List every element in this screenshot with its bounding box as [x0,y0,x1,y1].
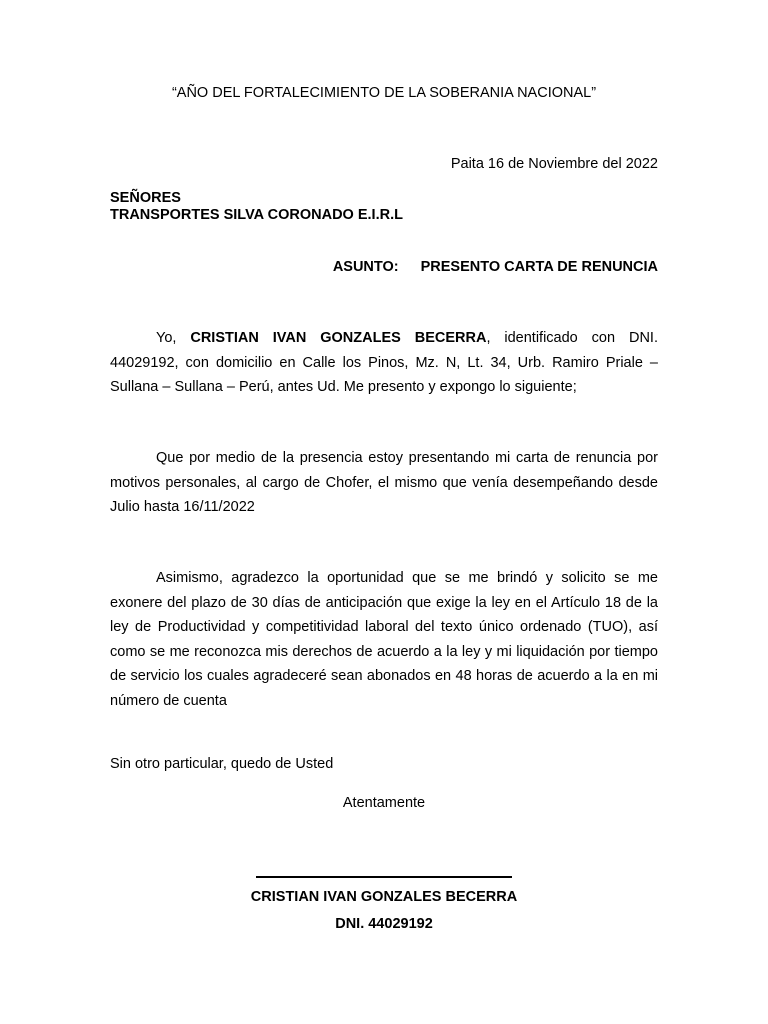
addressee-line-1: SEÑORES [110,190,181,206]
p2-text: Que por medio de la presencia estoy presentando mi carta de renuncia por motivos personales, al cargo de Chofer, el mismo que venía desempeñando desde Julio hasta 16/11/2022 [110,450,658,515]
p3-text: Asimismo, agradezco la oportunidad que se me brindó y solicito se me exonere del plazo de 30 días de anticipación que exige la ley en el Artículo 18 de la ley de Productividad y competitividad laboral del texto único ordenado (TUO), así como se me reconozca mis derechos de acuerdo a la ley y mi liquidación por tiempo de servicio los cuales agradeceré sean abonados en 48 horas de acuerdo a la en mi número de cuenta [110,570,658,709]
body-paragraph-3 [110,566,658,713]
p1-prefix: Yo, [156,330,191,346]
place-date: Paita 16 de Noviembre del 2022 [450,156,658,172]
subject-line [110,259,658,275]
addressee-line-2: TRANSPORTES SILVA CORONADO E.I.R.L [110,207,403,223]
regards: Atentamente [342,795,426,811]
signer-name: CRISTIAN IVAN GONZALES BECERRA [250,889,518,905]
signer-dni: DNI. 44029192 [335,916,433,932]
body-paragraph-1 [110,326,658,400]
subject-label: ASUNTO: [332,259,399,275]
signature-line [256,876,512,878]
addressee-block [110,190,403,224]
subject-text: PRESENTO CARTA DE RENUNCIA [420,259,658,275]
body-paragraph-2 [110,446,658,520]
closing-line: Sin otro particular, quedo de Usted [110,756,334,772]
p1-rest: , identificado con DNI. 44029192, con domicilio en Calle los Pinos, Mz. N, Lt. 34, Urb. Ramiro Priale – Sullana – Sullana – Perú, antes Ud. Me presento y expongo lo siguiente; [110,330,658,395]
year-motto: “AÑO DEL FORTALECIMIENTO DE LA SOBERANIA NACIONAL” [171,85,597,101]
p1-name: CRISTIAN IVAN GONZALES BECERRA [190,330,487,346]
